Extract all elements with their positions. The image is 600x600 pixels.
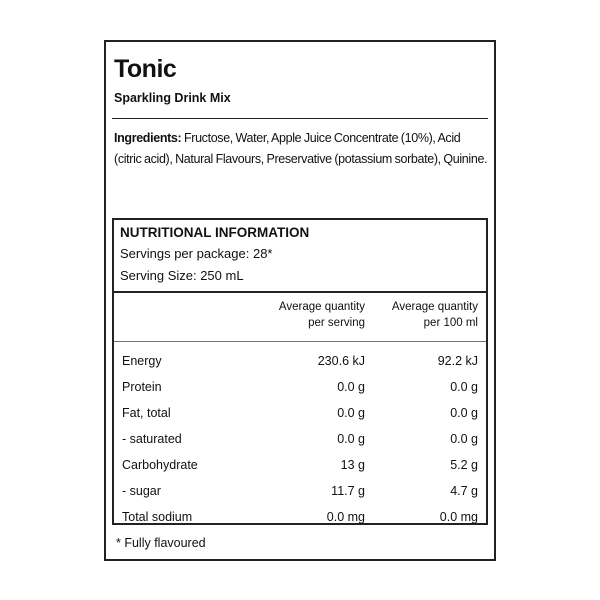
nutrient-row-saturated (114, 427, 486, 453)
footnote: * Fully flavoured (116, 536, 206, 550)
nutrient-per-100ml: 4.7 g (450, 484, 478, 498)
column-header-per-100ml-line1: Average quantity (391, 301, 478, 313)
nutrient-row-carbohydrate (114, 453, 486, 479)
column-header-per-100ml (368, 299, 478, 331)
nutrient-per-serving: 0.0 g (337, 406, 365, 420)
nutrient-row-energy (114, 349, 486, 375)
nutrient-per-100ml: 0.0 g (450, 432, 478, 446)
nutrient-name: Carbohydrate (122, 458, 198, 472)
nutrient-name: Protein (122, 380, 162, 394)
nutrient-row-sugar (114, 479, 486, 505)
column-header-per-100ml-line2: per 100 ml (423, 317, 478, 329)
nutrient-per-100ml: 5.2 g (450, 458, 478, 472)
nutrient-per-serving: 230.6 kJ (317, 354, 365, 368)
nutrient-name: Energy (122, 354, 162, 368)
nutrient-per-serving: 11.7 g (331, 484, 365, 498)
nutrient-name: - sugar (122, 484, 161, 498)
nutrient-row-protein (114, 375, 486, 401)
nutrition-information-table (112, 218, 488, 525)
column-header-per-serving-line1: Average quantity (278, 301, 365, 313)
nutrition-table-header (114, 220, 486, 293)
ingredients-heading: Ingredients: (114, 131, 182, 145)
nutrition-label-panel (104, 40, 496, 561)
nutrient-per-serving: 0.0 g (337, 380, 365, 394)
nutrient-per-100ml: 0.0 g (450, 380, 478, 394)
column-headers (114, 291, 486, 342)
nutrient-per-100ml: 0.0 g (450, 406, 478, 420)
nutrient-row-sodium (114, 505, 486, 531)
servings-per-package: Servings per package: 28* (120, 246, 273, 261)
product-subtitle: Sparkling Drink Mix (114, 91, 231, 105)
nutrient-name: Fat, total (122, 406, 171, 420)
ingredients-paragraph (114, 128, 488, 170)
nutrient-per-serving: 0.0 g (337, 432, 365, 446)
column-header-per-serving-line2: per serving (308, 317, 365, 329)
header-divider (112, 118, 488, 119)
nutrient-row-fat-total (114, 401, 486, 427)
nutrient-per-100ml: 92.2 kJ (437, 354, 478, 368)
column-header-per-serving (255, 299, 365, 331)
ingredients-text: Fructose, Water, Apple Juice Concentrate (10%), Acid (citric acid), Natural Flavours, Preservative (potassium sorbate), Quinine. (114, 131, 488, 166)
nutrient-per-serving: 0.0 mg (326, 510, 365, 524)
nutrition-table-title: NUTRITIONAL INFORMATION (120, 225, 310, 240)
nutrient-name: - saturated (122, 432, 182, 446)
nutrient-per-100ml: 0.0 mg (439, 510, 478, 524)
product-name: Tonic (114, 55, 177, 83)
serving-size: Serving Size: 250 mL (120, 268, 244, 283)
nutrient-per-serving: 13 g (340, 458, 365, 472)
nutrient-name: Total sodium (122, 510, 193, 524)
